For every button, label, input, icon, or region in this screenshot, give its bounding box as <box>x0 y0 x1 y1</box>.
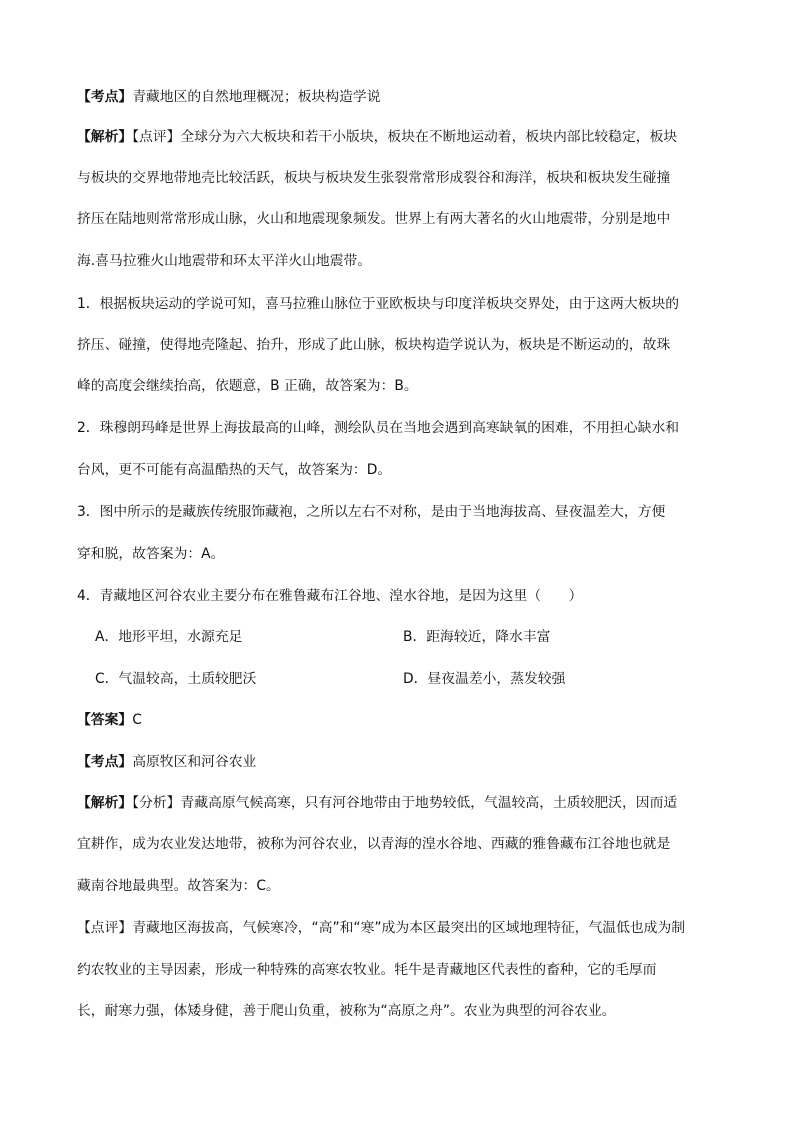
jiexi-line-2: 与板块的交界地带地壳比较活跃，板块与板块发生张裂常常形成裂谷和海洋，板块和板块发生碰撞 <box>77 170 671 186</box>
jiexi-tag-2: 【解析】 <box>77 795 133 811</box>
kaodian-text-2: 高原牧区和河谷农业 <box>132 754 257 770</box>
option-a: A．地形平坦，水源充足 <box>95 629 243 645</box>
jiexi-line-3: 挤压在陆地则常常形成山脉，火山和地震现象频发。世界上有两大著名的火山地震带，分别是地中 <box>77 211 671 227</box>
option-d: D．昼夜温差小，蒸发较强 <box>403 671 566 687</box>
answer-2-line-2: 台风，更不可能有高温酷热的天气，故答案为：D。 <box>77 462 392 478</box>
kaodian-line-2 <box>77 752 256 772</box>
answer-1-line-1: 1．根据板块运动的学说可知，喜马拉雅山脉位于亚欧板块与印度洋板块交界处，由于这两大板块的 <box>77 296 680 312</box>
kaodian-line-1 <box>77 87 381 107</box>
dianping-line-1 <box>77 918 685 938</box>
fenxi-line-2: 宜耕作，成为农业发达地带，被称为河谷农业，以青海的湟水谷地、西藏的雅鲁藏布江谷地也就是 <box>77 836 671 852</box>
kaodian-text: 青藏地区的自然地理概况；板块构造学说 <box>132 89 381 105</box>
dianping-line-2: 约农牧业的主导因素，形成一种特殊的高寒农牧业。牦牛是青藏地区代表性的畜种，它的毛厚而 <box>77 962 657 978</box>
fenxi-tag: 【分析】 <box>132 795 181 811</box>
jiexi-text: 全球分为六大板块和若干小版块，板块在不断地运动着，板块内部比较稳定，板块 <box>180 129 678 145</box>
answer-1-line-3: 峰的高度会继续抬高，依题意，B 正确，故答案为：B。 <box>77 378 418 394</box>
jiexi-line-1 <box>77 127 677 147</box>
kaodian-tag: 【考点】 <box>77 89 133 105</box>
dianping-text: 青藏地区海拔高，气候寒冷，“高”和“寒”成为本区最突出的区域地理特征，气温低也成为制 <box>132 920 686 936</box>
answer-value: C <box>132 712 142 728</box>
question-4-stem: 4．青藏地区河谷农业主要分布在雅鲁藏布江谷地、湟水谷地，是因为这里（ ） <box>77 588 583 604</box>
answer-1-line-2: 挤压、碰撞，使得地壳隆起、抬升，形成了此山脉，板块构造学说认为，板块是不断运动的，故珠 <box>77 337 671 353</box>
kaodian-tag-2: 【考点】 <box>77 754 133 770</box>
option-c: C．气温较高，土质较肥沃 <box>95 671 257 687</box>
dianping-tag: 【点评】 <box>132 129 181 145</box>
jiexi-tag: 【解析】 <box>77 129 133 145</box>
fenxi-line-1 <box>77 793 677 813</box>
answer-3-line-2: 穿和脱，故答案为：A。 <box>77 546 225 562</box>
jiexi-line-4: 海.喜马拉雅火山地震带和环太平洋火山地震带。 <box>77 253 372 269</box>
option-b: B．距海较近，降水丰富 <box>403 629 551 645</box>
answer-2-line-1: 2．珠穆朗玛峰是世界上海拔最高的山峰，测绘队员在当地会遇到高寒缺氧的困难，不用担心缺水和 <box>77 420 680 436</box>
dianping-tag-2: 【点评】 <box>77 920 133 936</box>
dianping-line-3: 长，耐寒力强，体矮身健，善于爬山负重，被称为“高原之舟”。农业为典型的河谷农业。 <box>77 1003 616 1019</box>
fenxi-text: 青藏高原气候高寒，只有河谷地带由于地势较低，气温较高，土质较肥沃，因而适 <box>180 795 678 811</box>
answer-line <box>77 710 142 730</box>
answer-3-line-1: 3．图中所示的是藏族传统服饰藏袍，之所以左右不对称，是由于当地海拔高、昼夜温差大，方便 <box>77 504 666 520</box>
fenxi-line-3: 藏南谷地最典型。故答案为：C。 <box>77 878 280 894</box>
answer-tag: 【答案】 <box>77 712 133 728</box>
